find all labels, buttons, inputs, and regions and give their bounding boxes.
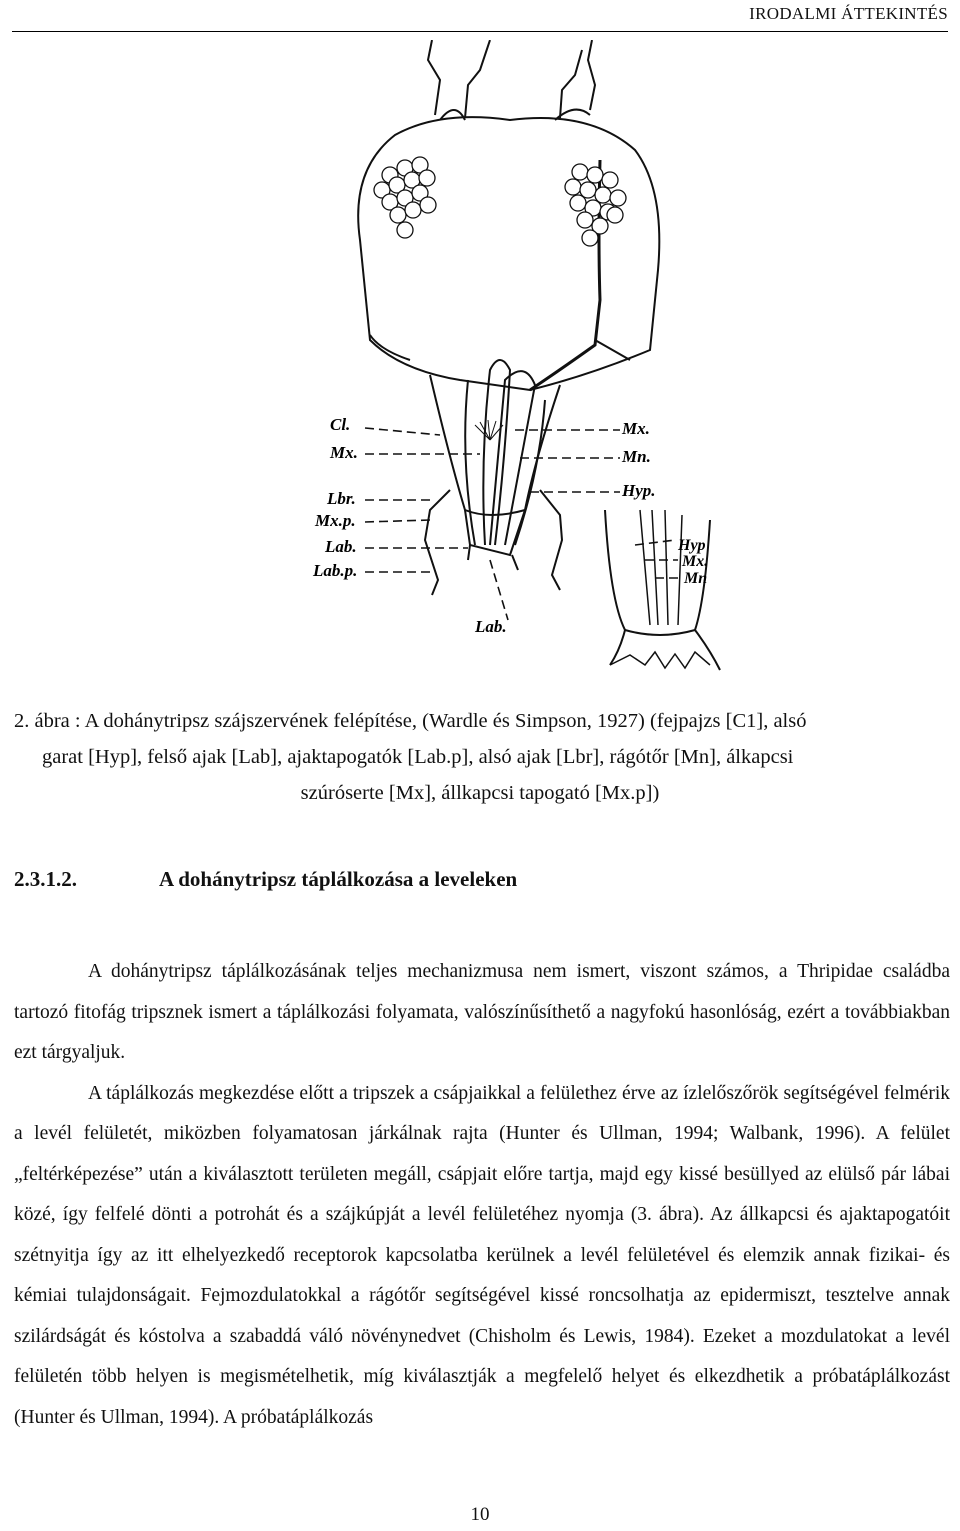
section-heading: [14, 867, 517, 892]
label-lbr: Lbr.: [327, 489, 356, 508]
caption-line-3: szúróserte [Mx], állkapcsi tapogató [Mx.p]): [300, 782, 660, 804]
body-text: [14, 952, 950, 1438]
thrips-mouthparts-figure: [290, 40, 750, 690]
inset-label-mx: Mx.: [682, 553, 709, 570]
label-mxp: Mx.p.: [315, 511, 356, 530]
inset-label-hyp: Hyp: [678, 537, 706, 554]
running-header-initial: I: [749, 4, 756, 23]
label-lab: Lab.: [325, 537, 357, 556]
running-header: [749, 4, 948, 24]
label-hyp: Hyp.: [622, 481, 656, 500]
paragraph-2: A táplálkozás megkezdése előtt a tripszek a csápjaikkal a felülethez érve az ízlelőszőrök segítségével felmérik a levél felületét, miközben folyamatosan járkálnak rajta (Hunter és Ullman, 1994; Walbank, 1996). A felület „feltérképezése” után a kiválasztott területen megáll, csápjait előre tartja, majd egy kissé besüllyed az elülső pár lábai közé, így felfelé dönti a potrohát és a szájkúpját a levél felületéhez nyomja (3. ábra). Az állkapcsi és ajaktapogatóit szétnyitja így az itt elhelyezkedő receptorok kapcsolatba kerülnek a levél felületével és elemzik annak fizikai- és kémiai tulajdonságait. Fejmozdulatokkal a rágótőr segítségével kissé roncsolhatja az epidermiszt, tesztelve annak szilárdságát és kóstolva a szabaddá váló növénynedvet (Chisholm és Lewis, 1984). Ezeket a mozdulatokat a levél felületén több helyen is megismételhetik, míg kiválasztják a megfelelő helyet és elkezdhetik a próbatáplálkozást (Hunter és Ullman, 1994). A próbatáplálkozás: [14, 1082, 950, 1428]
page-number: 10: [470, 1504, 490, 1525]
caption-line-1: 2. ábra : A dohánytripsz szájszervének felépítése, (Wardle és Simpson, 1927) (fejpajzs [C1], alsó: [14, 710, 807, 732]
running-header-rest: RODALMI ÁTTEKINTÉS: [755, 4, 948, 23]
label-mx-right: Mx.: [622, 419, 650, 438]
label-mn: Mn.: [622, 447, 651, 466]
header-rule: [12, 31, 948, 32]
inset-label-mn: Mn: [684, 570, 708, 587]
label-cl: Cl.: [330, 415, 351, 434]
caption-line-2: garat [Hyp], felső ajak [Lab], ajaktapogatók [Lab.p], alsó ajak [Lbr], rágótőr [Mn], álkapcsi: [42, 746, 794, 768]
section-title: A dohánytripsz táplálkozása a leveleken: [159, 867, 518, 891]
label-mx-left: Mx.: [330, 443, 358, 462]
label-labp: Lab.p.: [313, 561, 358, 580]
label-lab-bottom: Lab.: [475, 617, 507, 636]
section-number: 2.3.1.2.: [14, 867, 77, 891]
paragraph-1: A dohánytripsz táplálkozásának teljes mechanizmusa nem ismert, viszont számos, a Thripidae családba tartozó fitofág tripsznek ismert a táplálkozási folyamata, valószínűsíthető a nagyfokú hasonlóság, ezért a továbbiakban ezt tárgyaljuk.: [14, 961, 950, 1063]
figure-caption: [14, 703, 946, 811]
